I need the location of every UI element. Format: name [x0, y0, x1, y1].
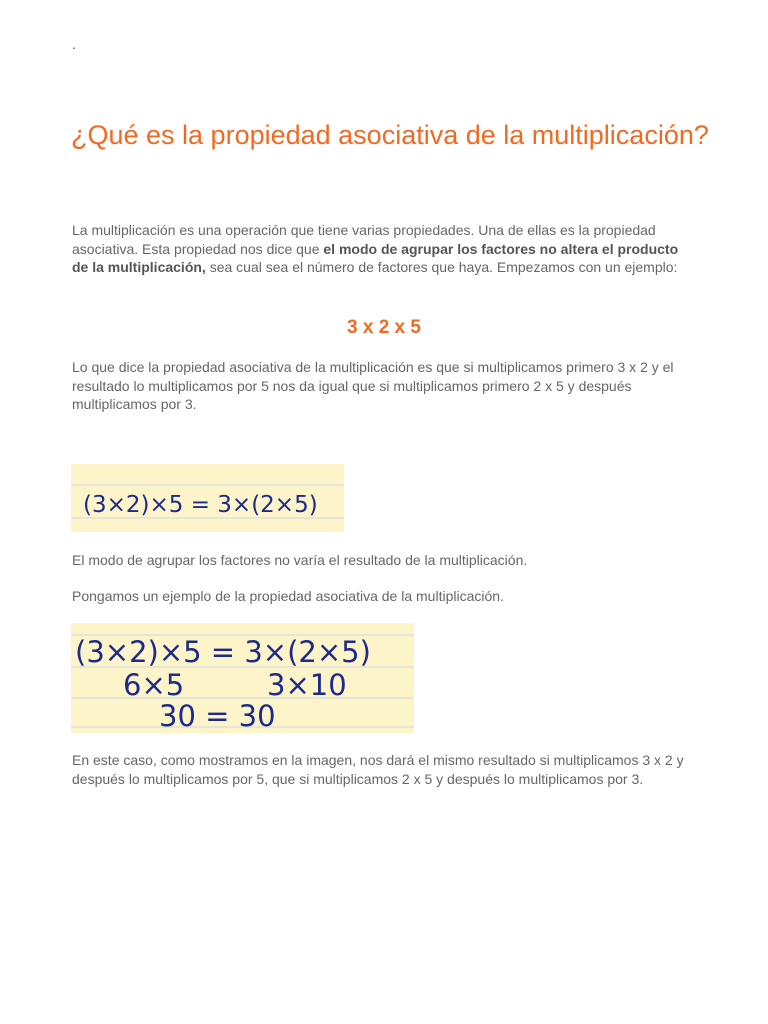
equation-2-line1: (3×2)×5 = 3×(2×5)	[75, 635, 371, 669]
header-mark: .	[72, 36, 76, 52]
example-intro-paragraph: Pongamos un ejemplo de la propiedad asociativa de la multiplicación.	[72, 588, 504, 604]
equation-1-text: (3×2)×5 = 3×(2×5)	[83, 492, 318, 518]
example-expression: 3 x 2 x 5	[347, 317, 421, 338]
equation-2-line2-left: 6×5	[123, 668, 185, 702]
equation-image-2	[71, 623, 414, 733]
equation-image-1	[71, 464, 344, 532]
intro-text-start: La multiplicación es una operación que tiene varias propiedades. Una de ellas es la propiedad asociativa. Esta propiedad nos dice que	[72, 222, 656, 257]
explanation-paragraph: Lo que dice la propiedad asociativa de la multiplicación es que si multiplicamos primero 3 x 2 y el resultado lo multiplicamos por 5 nos da igual que si multiplicamos primero 2 x 5 y después multiplicamos por 3.	[72, 359, 674, 412]
page-title: ¿Qué es la propiedad asociativa de la multiplicación?	[71, 120, 709, 150]
intro-paragraph	[72, 221, 692, 277]
intro-bold-text: el modo de agrupar los factores no altera el producto de la multiplicación,	[72, 240, 679, 275]
statement-paragraph: El modo de agrupar los factores no varía el resultado de la multiplicación.	[72, 552, 528, 568]
equation-2-line3: 30 = 30	[159, 699, 276, 733]
intro-text-end: sea cual sea el número de factores que haya. Empezamos con un ejemplo:	[205, 259, 678, 275]
conclusion-paragraph: En este caso, como mostramos en la imagen, nos dará el mismo resultado si multiplicamos 3 x 2 y después lo multiplicamos por 5, que si multiplicamos 2 x 5 y después lo multiplicamos por 3.	[72, 752, 684, 787]
equation-2-line2-right: 3×10	[267, 668, 347, 702]
